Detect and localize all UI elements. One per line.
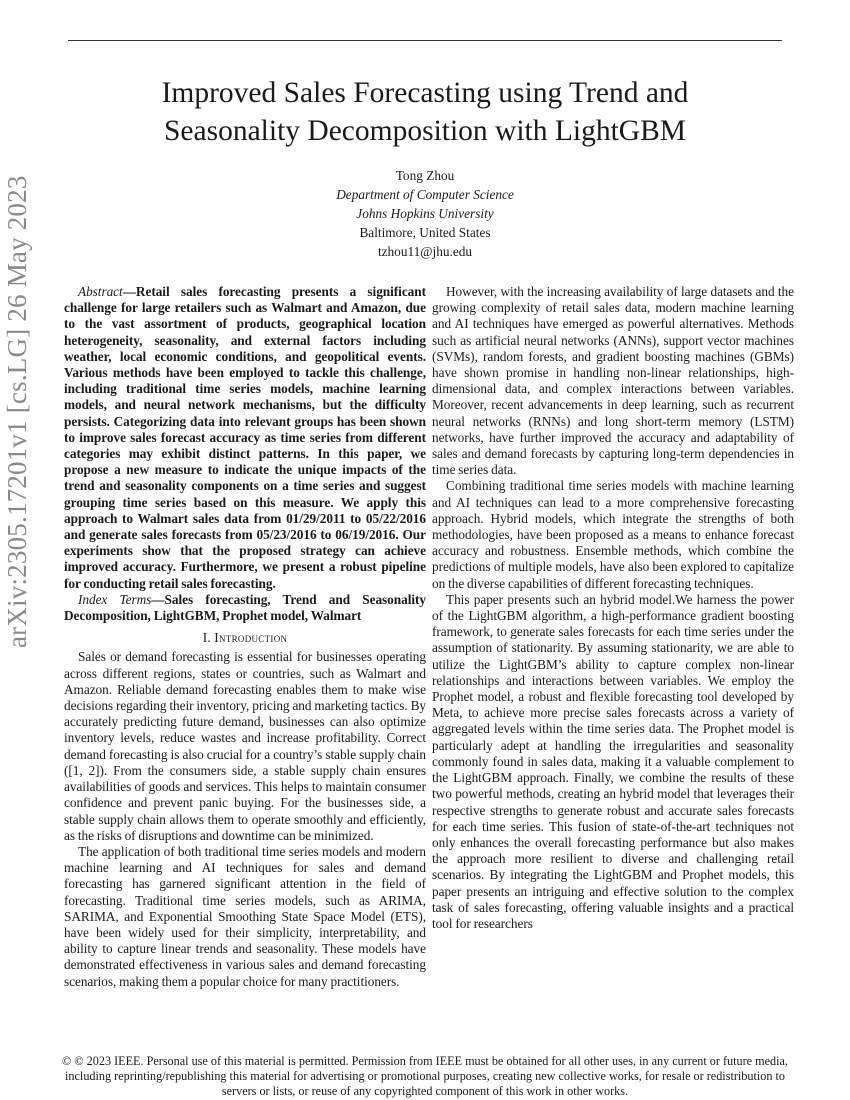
paragraph: This paper presents such an hybrid model.We harness the power of the LightGBM algorithm, a high-performance gradient boosting framework, to generate sales forecasts for each time series under the assumption of stationarity. By assuming stationarity, we are able to utilize the LightGBM’s ability to capture complex non-linear relationships and interactions between variables. We employ the Prophet model, a robust and flexible forecasting tool developed by Meta, to achieve more precise sales forecasts across a variety of aggregated levels within the time series data. The Prophet model is particularly adept at handling the irregularities and seasonality commonly found in sales data, making it a valuable complement to the LightGBM approach. Finally, we combine the results of these two powerful methods, creating an hybrid model that leverages their respective strengths to generate robust and accurate sales forecasts for each time series. This fusion of state-of-the-art techniques not only enhances the overall forecasting performance but also makes the approach more resilient to diverse and challenging retail scenarios. By integrating the LightGBM and Prophet models, this paper presents an intriguing and effective solution to the complex task of sales forecasting, offering valuable insights and a practical tool for researchers	[432, 591, 794, 931]
paragraph: Combining traditional time series models with machine learning and AI techniques can lead to a more comprehensive forecasting approach. Hybrid models, which integrate the strengths of both methodologies, have been proposed as a means to enhance forecast accuracy and robustness. Ensemble methods, which combine the predictions of multiple models, have also been explored to capitalize on the diverse capabilities of different forecasting techniques.	[432, 478, 794, 591]
author-department: Department of Computer Science	[336, 187, 514, 202]
section-heading: I. Introduction	[202, 630, 288, 646]
author-name: Tong Zhou	[395, 168, 455, 183]
paragraph: However, with the increasing availability of large datasets and the growing complexity of retail sales data, modern machine learning and AI techniques have emerged as powerful alternatives. Methods such as artificial neural networks (ANNs), support vector machines (SVMs), random forests, and gradient boosting machines (GBMs) have shown promise in handling non-linear relationships, high-dimensional data, and complex interactions between variables. Moreover, recent advancements in deep learning, such as recurrent neural networks (RNNs) and long short-term memory (LSTM) networks, have further improved the accuracy and adaptability of sales and demand forecasts by capturing long-term dependencies in time series data.	[432, 284, 794, 478]
abstract	[64, 284, 426, 592]
right-column	[432, 284, 794, 932]
author-location: Baltimore, United States	[359, 225, 491, 240]
title-line: Improved Sales Forecasting using Trend and	[161, 77, 689, 109]
author-university: Johns Hopkins University	[356, 206, 494, 221]
paragraph: The application of both traditional time series models and modern machine learning and AI techniques for sales and demand forecasting has garnered significant attention in the field of forecasting. Traditional time series models, such as ARIMA, SARIMA, and Exponential Smoothing State Space Model (ETS), have been widely used for their simplicity, interpretability, and ability to capture linear trends and seasonality. These models have demonstrated effectiveness in various sales and demand forecasting scenarios, making them a popular choice for many practitioners.	[64, 843, 426, 989]
header-rule	[68, 40, 782, 41]
index-terms-text: —Sales forecasting, Trend and Seasonality Decomposition, LightGBM, Prophet model, Walmart	[64, 591, 426, 624]
title-line: Seasonality Decomposition with LightGBM	[164, 115, 686, 147]
copyright-notice: © © 2023 IEEE. Personal use of this material is permitted. Permission from IEEE must be obtained for all other uses, in any current or future media, including reprinting/republishing this material for advertising or promotional purposes, creating new collective works, for resale or redistribution to servers or lists, or reuse of any copyrighted component of this work in other works.	[60, 1054, 790, 1099]
abstract-text: —Retail sales forecasting presents a significant challenge for large retailers such as Walmart and Amazon, due to the vast assortment of products, geographical location heterogeneity, seasonality, and external factors including weather, local economic conditions, and geopolitical events. Various methods have been employed to tackle this challenge, including traditional time series models, machine learning models, and neural network mechanisms, but the difficulty persists. Categorizing data into relevant groups has been shown to improve sales forecast accuracy as time series from different categories may exhibit distinct patterns. In this paper, we propose a new measure to indicate the unique impacts of the trend and seasonality components on a time series and suggest grouping time series based on this measure. We apply this approach to Walmart sales data from 01/29/2011 to 05/22/2016 and generate sales forecasts from 05/23/2016 to 06/19/2016. Our experiments show that the proposed strategy can achieve improved accuracy. Furthermore, we present a robust pipeline for conducting retail sales forecasting.	[64, 284, 426, 591]
arxiv-stamp: arXiv:2305.17201v1 [cs.LG] 26 May 2023	[2, 175, 32, 648]
index-terms-label: Index Terms	[78, 591, 152, 607]
author-block	[60, 166, 790, 261]
paragraph: Sales or demand forecasting is essential for businesses operating across different regions, states or countries, such as Walmart and Amazon. Reliable demand forecasting enables them to make wise decisions regarding their inventory, pricing and marketing tactics. By accurately predicting future demand, businesses can also optimize inventory levels, reduce wastes and increase profitability. Correct demand forecasting is also crucial for a country’s stable supply chain ([1, 2]). From the consumers side, a stable supply chain ensures availabilities of goods and services. This helps to maintain consumer confidence and prevent panic buying. For the businesses side, a stable supply chain allows them to operate smoothly and efficiently, as the risks of disruptions and downtime can be minimized.	[64, 649, 426, 843]
author-email[interactable]: tzhou11@jhu.edu	[377, 244, 473, 259]
left-column	[64, 284, 426, 990]
index-terms	[64, 592, 426, 624]
abstract-label: Abstract	[78, 284, 123, 299]
paper-title	[60, 74, 790, 150]
